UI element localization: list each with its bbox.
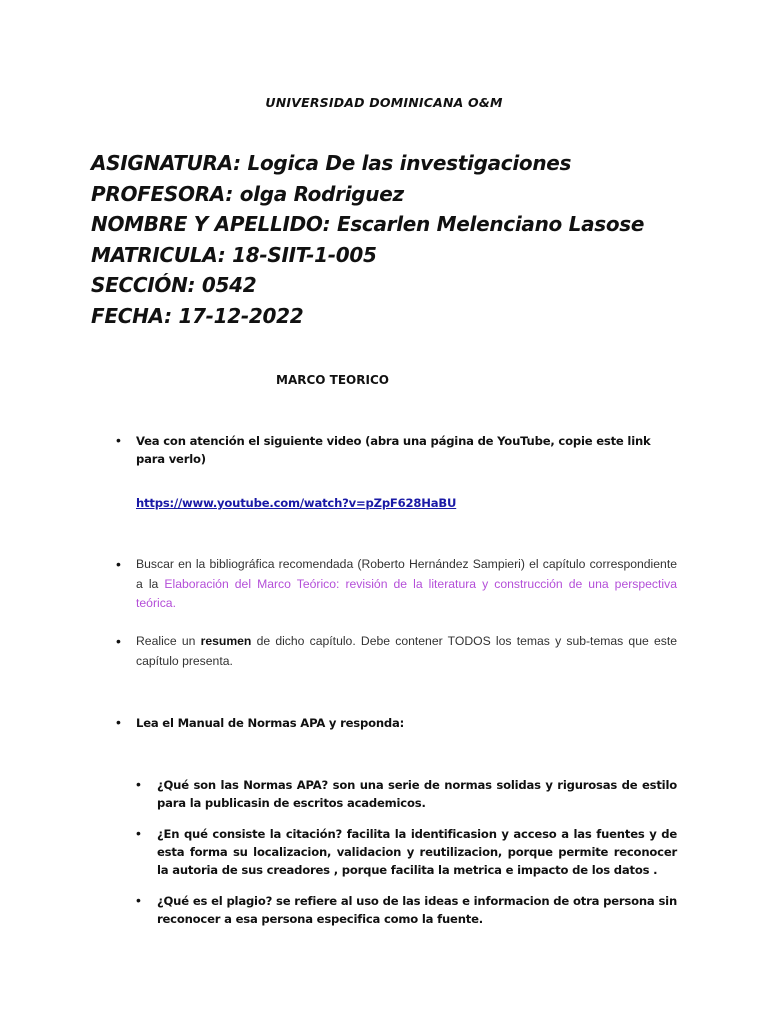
buscar-text: Buscar en la bibliográfica recomendada (Roberto Hernández Sampieri) el capítulo correspondiente a la: [136, 557, 677, 591]
answer-citacion: ¿En qué consiste la citación? facilita la identificasion y acceso a las fuentes y de esta forma su localizacion, validacion y reutilizacion, porque permite reconocer la autoria de sus creadores , porque facilita la metrica e impacto de los datos .: [157, 827, 677, 877]
asignatura-line: ASIGNATURA: Logica De las investigaciones: [91, 151, 572, 175]
bullet-icon: •: [116, 556, 121, 572]
resumen-bold: resumen: [200, 634, 252, 648]
university-name: UNIVERSIDAD DOMINICANA O&M: [265, 95, 503, 110]
bullet-icon: •: [116, 714, 121, 730]
resumen-text-pre: Realice un: [136, 634, 201, 648]
buscar-instruction: [136, 555, 677, 614]
matricula-line: MATRICULA: 18-SIIT-1-005: [91, 242, 377, 267]
bullet-icon: •: [136, 776, 141, 792]
bullet-icon: •: [136, 825, 141, 841]
bullet-icon: •: [136, 892, 141, 908]
answer-normas-apa: ¿Qué son las Normas APA? son una serie de normas solidas y rigurosas de estilo para la publicasin de escritos academicos.: [157, 778, 677, 810]
video-instruction: Vea con atención el siguiente video (abra una página de YouTube, copie este link para verlo): [136, 434, 651, 466]
manual-instruction: Lea el Manual de Normas APA y responda:: [136, 716, 405, 730]
profesora-line: PROFESORA: olga Rodriguez: [91, 181, 404, 206]
seccion-line: SECCIÓN: 0542: [91, 273, 257, 297]
resumen-text-post: de dicho capítulo. Debe contener TODOS los temas y sub-temas que este capítulo presenta.: [136, 634, 677, 668]
bullet-icon: •: [116, 432, 121, 448]
section-title: MARCO TEORICO: [276, 373, 389, 387]
bullet-icon: •: [116, 633, 121, 649]
nombre-line: NOMBRE Y APELLIDO: Escarlen Melenciano Lasose: [91, 212, 645, 236]
student-header: [91, 148, 644, 331]
resumen-instruction: [136, 632, 677, 671]
answer-plagio: ¿Qué es el plagio? se refiere al uso de las ideas e informacion de otra persona sin reconocer a esa persona especifica como la fuente.: [157, 894, 677, 926]
marco-teorico-reference: Elaboración del Marco Teórico: revisión de la literatura y construcción de una perspectiva teórica.: [136, 576, 677, 610]
fecha-line: FECHA: 17-12-2022: [91, 303, 304, 328]
youtube-link[interactable]: https://www.youtube.com/watch?v=pZpF628HaBU: [136, 496, 457, 510]
